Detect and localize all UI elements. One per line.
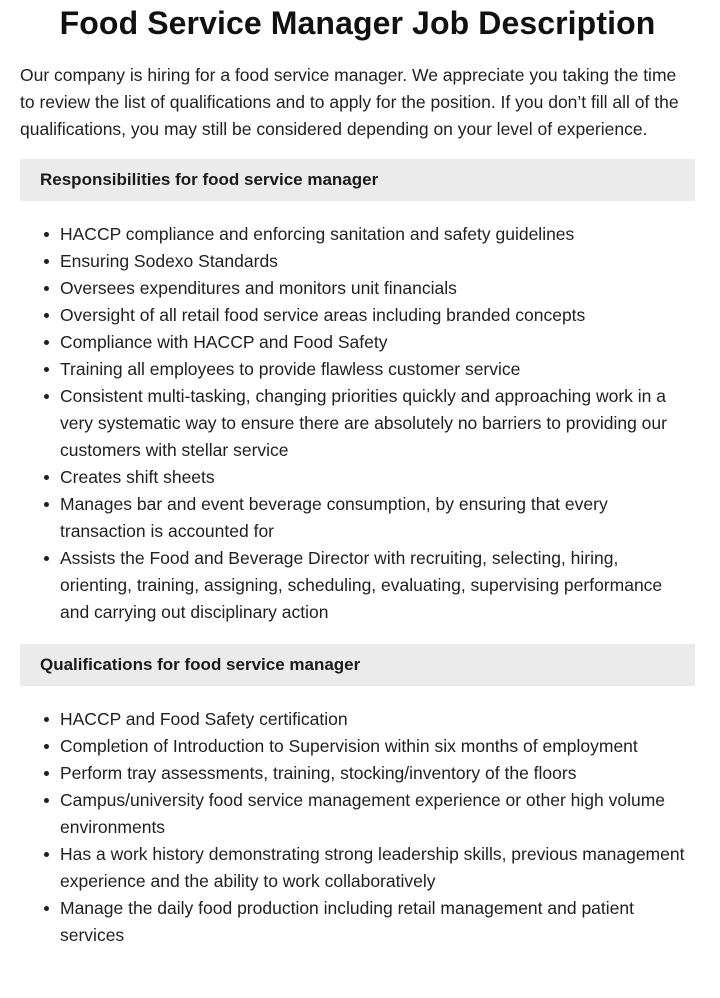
qualifications-heading: Qualifications for food service manager <box>20 644 695 686</box>
qualification-item: Campus/university food service management experience or other high volume environments <box>60 787 695 841</box>
responsibilities-list <box>20 221 695 626</box>
responsibility-item: Ensuring Sodexo Standards <box>60 248 695 275</box>
page-title: Food Service Manager Job Description <box>59 5 656 41</box>
qualification-item: HACCP and Food Safety certification <box>60 706 695 733</box>
responsibility-item: Oversees expenditures and monitors unit financials <box>60 275 695 302</box>
job-description-page <box>20 0 695 949</box>
responsibilities-heading: Responsibilities for food service manager <box>20 159 695 201</box>
responsibility-item: HACCP compliance and enforcing sanitation and safety guidelines <box>60 221 695 248</box>
qualification-item: Completion of Introduction to Supervision within six months of employment <box>60 733 695 760</box>
responsibility-item: Creates shift sheets <box>60 464 695 491</box>
qualification-item: Perform tray assessments, training, stocking/inventory of the floors <box>60 760 695 787</box>
qualification-item: Has a work history demonstrating strong leadership skills, previous management experience and the ability to work collaboratively <box>60 841 695 895</box>
qualifications-list <box>20 706 695 949</box>
responsibility-item: Compliance with HACCP and Food Safety <box>60 329 695 356</box>
qualification-item: Manage the daily food production including retail management and patient services <box>60 895 695 949</box>
responsibility-item: Oversight of all retail food service areas including branded concepts <box>60 302 695 329</box>
responsibility-item: Consistent multi-tasking, changing priorities quickly and approaching work in a very systematic way to ensure there are absolutely no barriers to providing our customers with stellar service <box>60 383 695 464</box>
responsibility-item: Assists the Food and Beverage Director with recruiting, selecting, hiring, orienting, training, assigning, scheduling, evaluating, supervising performance and carrying out disciplinary action <box>60 545 695 626</box>
responsibility-item: Manages bar and event beverage consumption, by ensuring that every transaction is accounted for <box>60 491 695 545</box>
intro-paragraph: Our company is hiring for a food service manager. We appreciate you taking the time to review the list of qualifications and to apply for the position. If you don’t fill all of the qualifications, you may still be considered depending on your level of experience. <box>20 65 679 139</box>
responsibility-item: Training all employees to provide flawless customer service <box>60 356 695 383</box>
